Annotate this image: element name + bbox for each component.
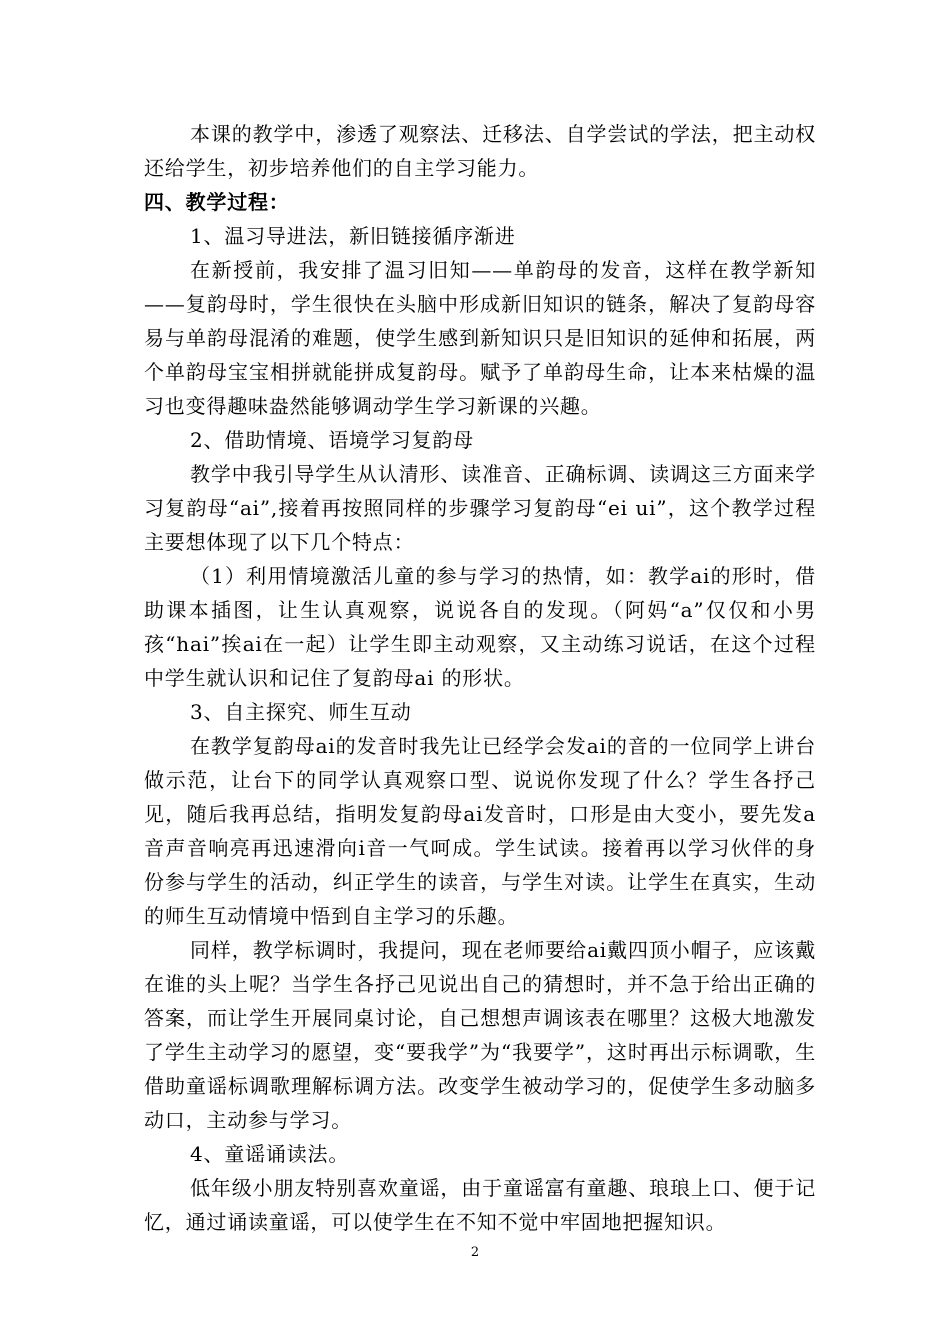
subheading-interaction: 3、自主探究、师生互动 — [190, 700, 412, 724]
section-heading-teaching-process: 四、教学过程： — [144, 190, 290, 214]
document-body — [144, 117, 816, 1239]
paragraph-review-method: 在新授前，我安排了温习旧知——单韵母的发音，这样在教学新知——复韵母时，学生很快在头脑中形成新旧知识的链条，解决了复韵母容易与单韵母混淆的难题，使学生感到新知识只是旧知识的延伸和拓展，两个单韵母宝宝相拼就能拼成复韵母。赋予了单韵母生命，让本来枯燥的温习也变得趣味盎然能够调动学生学习新课的兴趣。 — [144, 258, 816, 418]
paragraph-intro: 本课的教学中，渗透了观察法、迁移法、自学尝试的学法，把主动权还给学生，初步培养他们的自主学习能力。 — [144, 122, 816, 180]
page-number: 2 — [470, 1245, 480, 1260]
subheading-nursery-rhyme: 4、童谣诵读法。 — [190, 1142, 350, 1166]
paragraph-situation-context: 教学中我引导学生从认清形、读准音、正确标调、读调这三方面来学习复韵母“ai”,接着再按照同样的步骤学习复韵母“ei ui”，这个教学过程主要想体现了以下几个特点： — [144, 462, 816, 554]
paragraph-pronunciation: 在教学复韵母ai的发音时我先让已经学会发ai的音的一位同学上讲台做示范，让台下的同学认真观察口型、说说你发现了什么？学生各抒己见，随后我再总结，指明发复韵母ai发音时，口形是由大变小，要先发a 音声音响亮再迅速滑向i音一气呵成。学生试读。接着再以学习伙伴的身份参与学生的活动，纠正学生的读音，与学生对读。让学生在真实，生动的师生互动情境中悟到自主学习的乐趣。 — [144, 734, 816, 928]
paragraph-nursery-rhyme: 低年级小朋友特别喜欢童谣，由于童谣富有童趣、琅琅上口、便于记忆，通过诵读童谣，可以使学生在不知不觉中牢固地把握知识。 — [144, 1176, 816, 1234]
paragraph-tone-marking: 同样，教学标调时，我提问，现在老师要给ai戴四顶小帽子，应该戴在谁的头上呢？当学生各抒己见说出自己的猜想时，并不急于给出正确的答案，而让学生开展同桌讨论，自己想想声调该表在哪里？这极大地激发了学生主动学习的愿望，变“要我学”为“我要学”，这时再出示标调歌，生借助童谣标调歌理解标调方法。改变学生被动学习的，促使学生多动脑多动口，主动参与学习。 — [144, 938, 816, 1132]
paragraph-feature-1: （1）利用情境激活儿童的参与学习的热情，如：教学ai的形时，借助课本插图，让生认真观察，说说各自的发现。（阿妈“a”仅仅和小男孩“hai”挨ai在一起）让学生即主动观察，又主动练习说话，在这个过程中学生就认识和记住了复韵母ai 的形状。 — [144, 564, 816, 690]
subheading-situation-context: 2、借助情境、语境学习复韵母 — [190, 428, 474, 452]
subheading-review-method: 1、温习导进法，新旧链接循序渐进 — [190, 224, 516, 248]
